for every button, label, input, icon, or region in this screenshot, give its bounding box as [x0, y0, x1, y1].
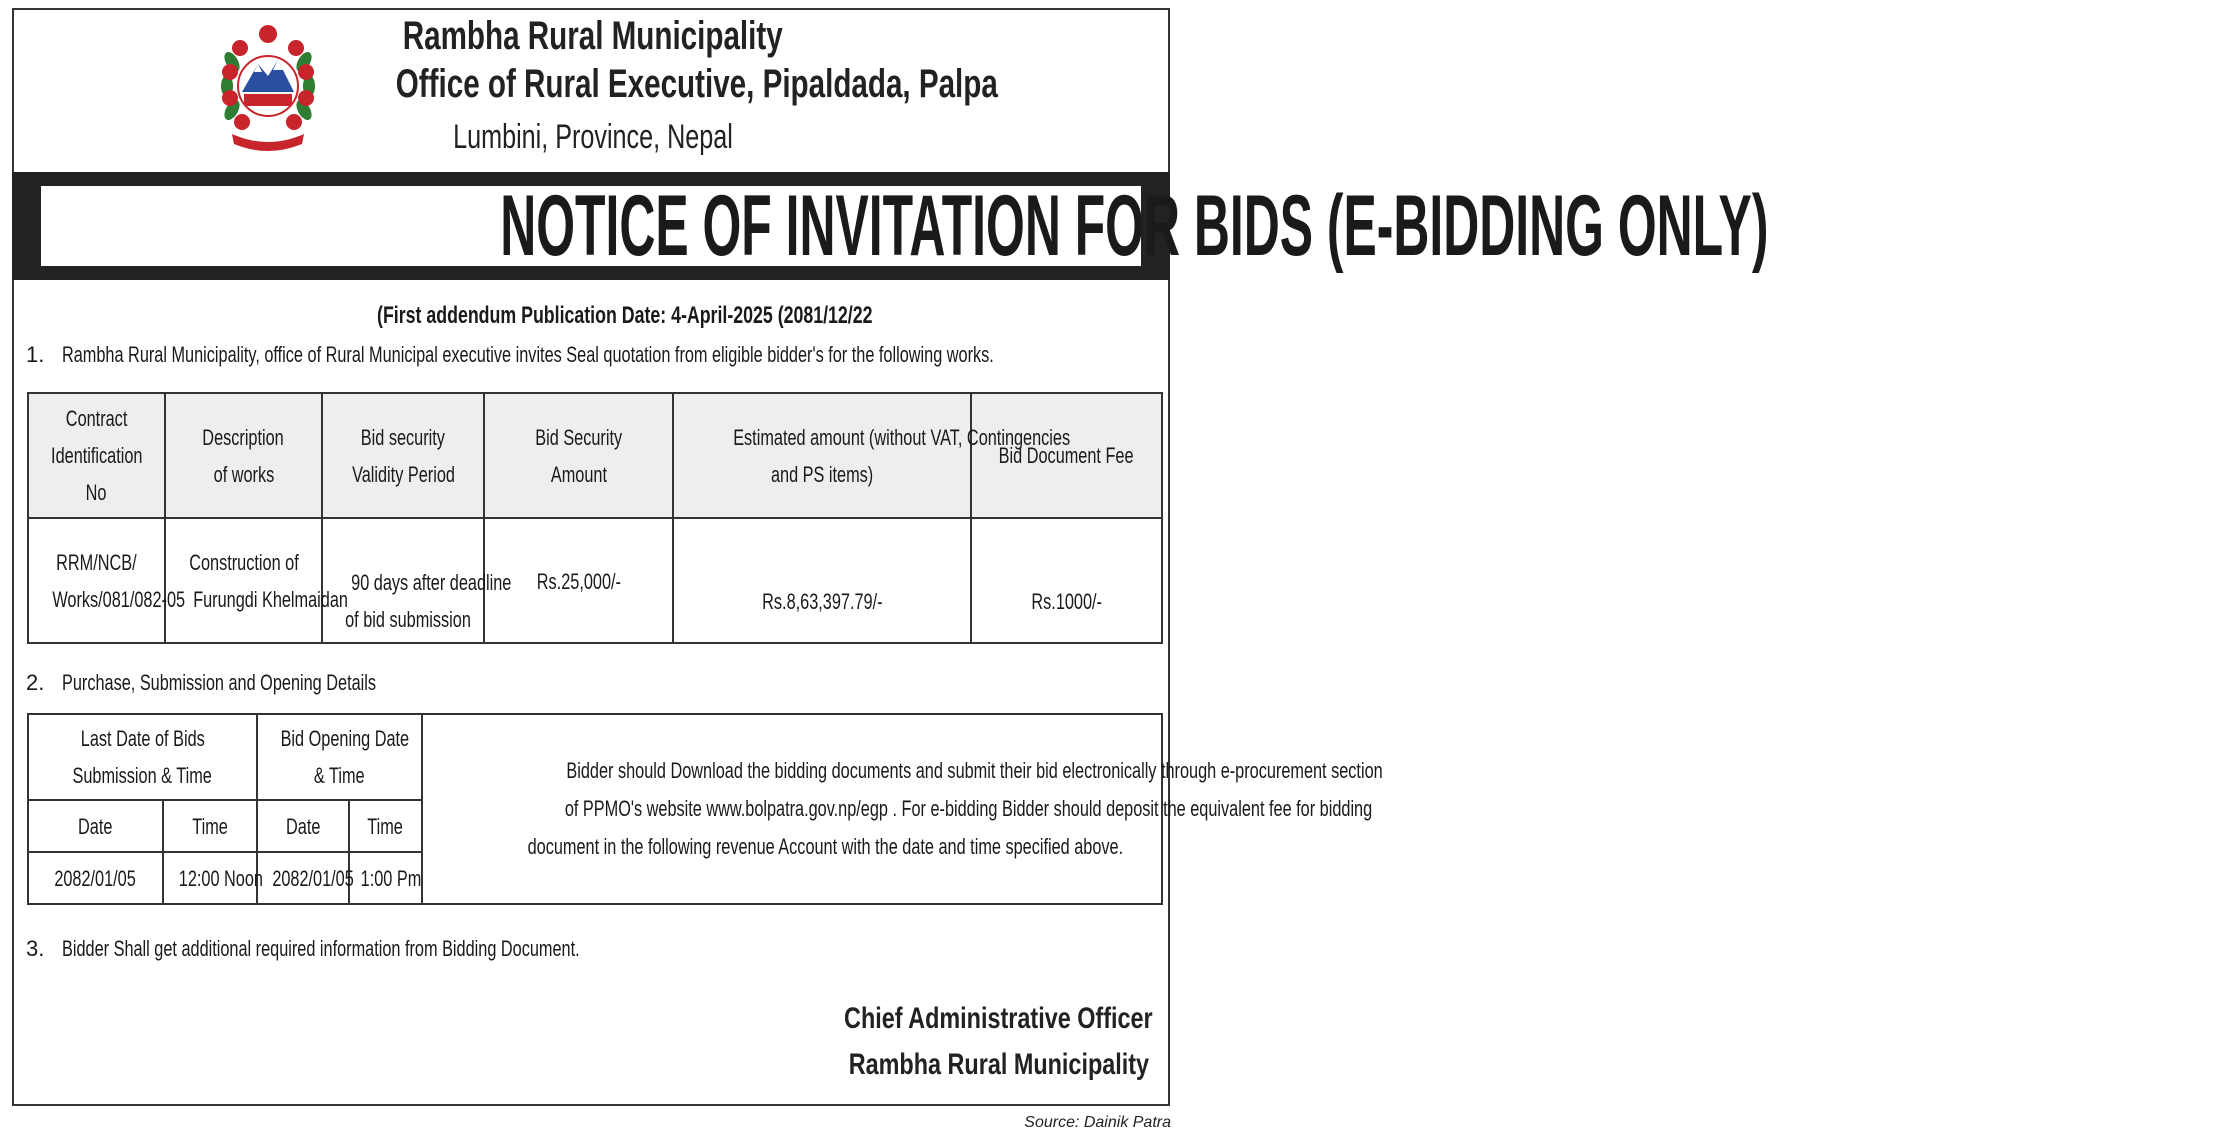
section-number: 3. — [26, 936, 45, 961]
header-estimated-amount: Estimated amount (without VAT, Contingencies and PS items) — [673, 393, 971, 518]
notice-banner — [12, 172, 1769, 280]
office-name: Office of Rural Executive, Pipaldada, Palpa — [395, 62, 998, 106]
addendum-date: (First addendum Publication Date: 4-April-2025 (2081/12/22 — [377, 302, 873, 329]
cell-document-fee: Rs.1000/- — [971, 518, 1162, 643]
table-header-row — [28, 393, 1162, 518]
table-row — [28, 518, 1162, 643]
signatory-title: Chief Administrative Officer — [844, 1002, 1153, 1035]
header-opening-date: Bid Opening Date & Time — [257, 714, 422, 800]
section-3 — [26, 936, 926, 964]
cell-estimated-amount: Rs.8,63,397.79/- — [673, 518, 971, 643]
section-number: 1. — [26, 342, 45, 367]
header-validity: Bid security Validity Period — [322, 393, 484, 518]
section-text: Rambha Rural Municipality, office of Rural Municipal executive invites Seal quotation from eligible bidder's for the following works. — [62, 342, 994, 367]
opening-time: 1:00 Pm — [349, 852, 422, 904]
section-number: 2. — [26, 670, 45, 695]
location-line: Lumbini, Province, Nepal — [453, 118, 733, 156]
header-last-date: Last Date of Bids Submission & Time — [28, 714, 257, 800]
header-document-fee: Bid Document Fee — [971, 393, 1162, 518]
cell-security-amount: Rs.25,000/- — [484, 518, 673, 643]
header-description: Description of works — [165, 393, 322, 518]
subheader-date: Date — [257, 800, 349, 852]
notice-title: NOTICE OF INVITATION FOR BIDS (E-BIDDING ONLY) — [41, 186, 1141, 266]
cell-contract-id: RRM/NCB/ Works/081/082-05 — [28, 518, 165, 643]
subheader-time: Time — [349, 800, 422, 852]
section-text: Purchase, Submission and Opening Details — [62, 670, 377, 695]
opening-date: 2082/01/05 — [257, 852, 349, 904]
header-contract-id: Contract Identification No — [28, 393, 165, 518]
municipality-name: Rambha Rural Municipality — [403, 14, 783, 58]
cell-validity: 90 days after deadline of bid submission — [322, 518, 484, 643]
submission-time: 12:00 Noon — [163, 852, 257, 904]
section-text: Bidder Shall get additional required information from Bidding Document. — [62, 936, 580, 961]
signatory-organization: Rambha Rural Municipality — [848, 1048, 1149, 1081]
header-security-amount: Bid Security Amount — [484, 393, 673, 518]
section-1 — [26, 342, 1156, 370]
subheader-date: Date — [28, 800, 163, 852]
subheader-time: Time — [163, 800, 257, 852]
section-2 — [26, 670, 726, 698]
dates-header-row — [28, 714, 1162, 800]
submission-date: 2082/01/05 — [28, 852, 163, 904]
works-table — [27, 392, 1163, 644]
instructions-cell: Bidder should Download the bidding documents and submit their bid electronically through e-procurement section of PPMO's website www.bolpatra.gov.np/egp . For e-bidding Bidder should deposit the equivalent fee for bidding document in the following revenue Account with the date and time specified above. — [422, 714, 1162, 904]
cell-description: Construction of Furungdi Khelmaidan — [165, 518, 322, 643]
source-credit: Source: Dainik Patra — [1024, 1114, 1171, 1131]
dates-table — [27, 713, 1383, 905]
